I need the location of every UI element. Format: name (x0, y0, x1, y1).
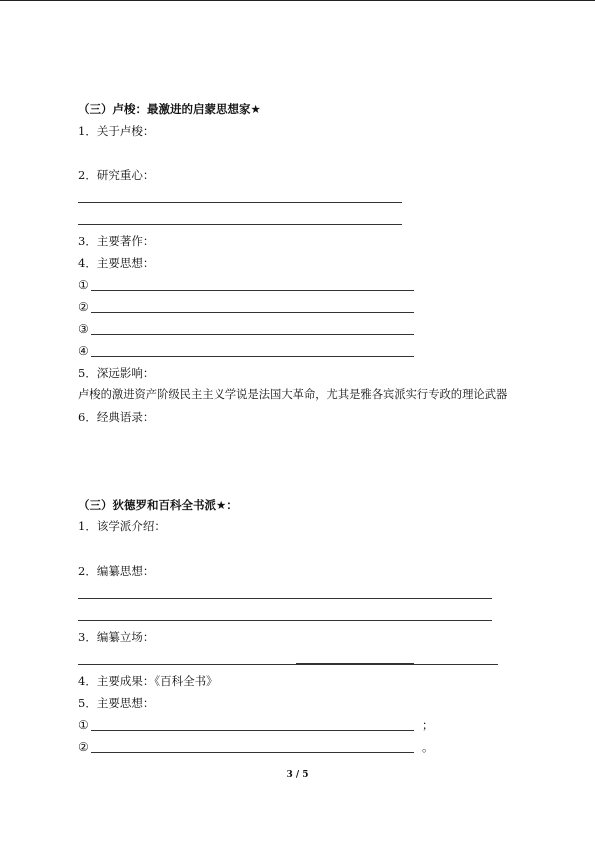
influence-text: 卢梭的激进资产阶级民主主义学说是法国大革命，尤其是雅各宾派实行专政的理论武器 (78, 388, 508, 401)
answer-line (91, 334, 414, 335)
answer-line (78, 620, 492, 621)
list-marker-3: ③ (78, 322, 89, 336)
answer-line-accent (296, 663, 414, 664)
item-main-thought-diderot: 5．主要思想： (78, 696, 155, 710)
section-heading-diderot: （三）狄德罗和百科全书派★： (78, 498, 238, 512)
list-marker-2: ② (78, 300, 89, 314)
item-compile-thought: 2．编纂思想： (78, 564, 155, 578)
item-compile-stance: 3．编纂立场： (78, 630, 155, 644)
answer-line (91, 290, 414, 291)
answer-line (78, 202, 402, 203)
page-number: 3 / 5 (286, 770, 309, 780)
end-punctuation: 。 (422, 740, 434, 754)
item-main-thought: 4．主要思想： (78, 256, 155, 270)
list-marker-4: ④ (78, 344, 89, 358)
item-main-works: 3．主要著作： (78, 234, 155, 248)
item-school-intro: 1．该学派介绍： (78, 519, 166, 533)
item-classic-quotes: 6．经典语录： (78, 410, 155, 424)
section-heading-rousseau: （三）卢梭：最激进的启蒙思想家★ (78, 102, 261, 116)
answer-line (78, 664, 498, 665)
answer-line (91, 312, 414, 313)
item-influence: 5．深远影响： (78, 366, 155, 380)
item-main-result: 4．主要成果：《百科全书》 (78, 674, 218, 688)
page-top-rule (0, 0, 595, 1)
answer-line (91, 752, 414, 753)
answer-line (78, 598, 492, 599)
end-punctuation: ； (422, 718, 434, 732)
answer-line (78, 224, 402, 225)
answer-line (91, 730, 414, 731)
list-marker-1: ① (78, 278, 89, 292)
item-about-rousseau: 1．关于卢梭： (78, 124, 155, 138)
list-marker-1: ① (78, 718, 89, 732)
answer-line (91, 356, 414, 357)
item-research-focus: 2．研究重心： (78, 168, 155, 182)
list-marker-2: ② (78, 740, 89, 754)
